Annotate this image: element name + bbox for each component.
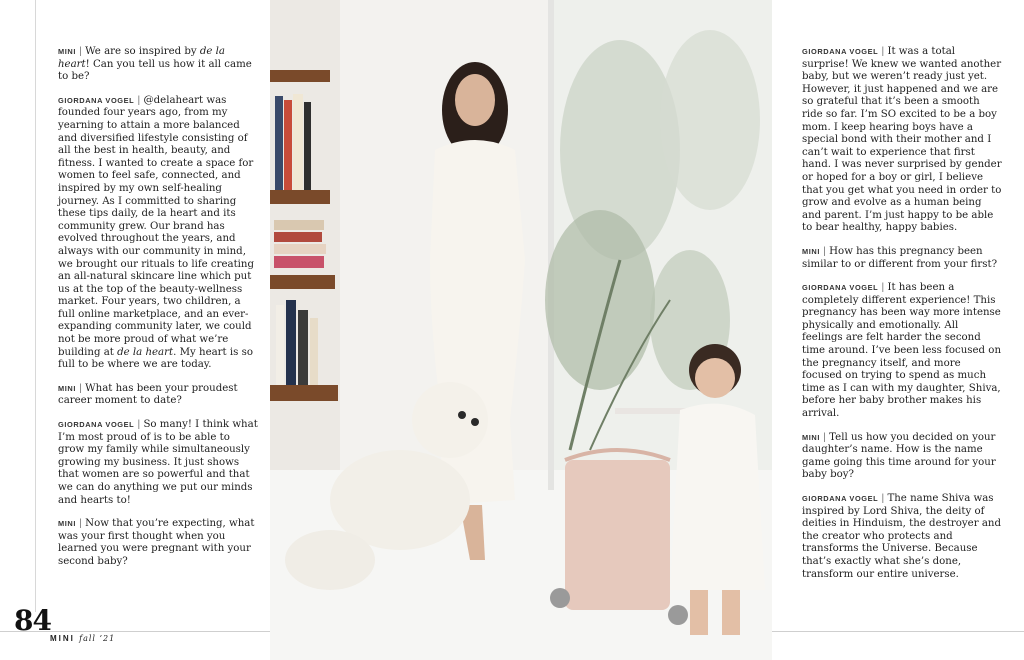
speaker-label: MINI [58,47,77,56]
speaker-label: GIORDANA VOGEL [802,283,879,293]
folio [50,634,115,643]
left-text-column [58,46,258,580]
answer-paragraph: GIORDANA VOGEL | @delaheart was founded four years ago, from my yearning to attain a more balanced and diversified lifestyle consisting of all the best in health, beauty, and fitness. I wanted to create a space for women to feel safe, connected, and inspired by my own self-healing journey. As I committed to sharing these tips daily, de la heart and its community grew. Our brand has evolved throughout the years, and always with our community in mind, we brought our rituals to life creating an all-natural skincare line which put us at the top of the beauty-wellness market. Four years, two children, a full online marketplace, and an ever-expanding community later, we could not be more proud of what we’re building at de la heart. My heart is so full to be where we are today. [58,94,255,371]
speaker-label: GIORDANA VOGEL [58,420,135,430]
answer-paragraph: GIORDANA VOGEL | It was a total surprise! We knew we wanted another baby, but we weren’t ready just yet. However, it just happened and we are so grateful that it’s been a smooth ride so far. I’m SO excited to be a boy mom. I keep hearing boys have a special bond with their mother and I can’t wait to experience that first hand. I was never surprised by gender or hoped for a boy or girl, I believe that you get what you need in order to grow and evolve as a human being and parent. I’m just happy to be able to bear healthy, happy babies. [802,46,1002,234]
magazine-brand: MINI [50,634,75,643]
margin-rule [35,0,36,612]
question-paragraph: MINI | Tell us how you decided on your daughter’s name. How is the name game going this time around for your baby boy? [802,431,996,481]
question-paragraph: MINI | What has been your proudest career moment to date? [58,382,238,407]
speaker-label: GIORDANA VOGEL [58,95,135,105]
answer-paragraph: GIORDANA VOGEL | The name Shiva was inspired by Lord Shiva, the deity of deities in Hinduism, the destroyer and the creator who protects and transforms the Universe. Because that’s exactly what she’s done, transform our entire universe. [802,493,1001,580]
question-paragraph: MINI | Now that you’re expecting, what was your first thought when you learned you were pregnant with your second baby? [58,518,255,567]
speaker-label: MINI [802,246,821,256]
feature-photo [270,0,772,660]
answer-paragraph: GIORDANA VOGEL | It has been a completely different experience! This pregnancy has been way more intense physically and emotionally. All feelings are felt harder the second time around. I’ve been less focused on the pregnancy itself, and more focused on trying to spend as much time as I can with my daughter, Shiva, before her baby brother makes his arrival. [802,282,1002,420]
speaker-label: MINI [58,519,77,529]
page-number: 84 [14,604,51,637]
answer-paragraph: GIORDANA VOGEL | So many! I think what I’m most proud of is to be able to grow my family while simultaneously growing my business. It just shows that women are so powerful and that we can do anything we put our minds and hearts to! [58,419,258,506]
right-text-column [802,46,1002,592]
speaker-label: MINI [802,432,821,442]
question-paragraph: MINI | We are so inspired by de la heart! Can you tell us how it all came to be? [58,46,252,83]
question-paragraph: MINI | How has this pregnancy been similar to or different from your first? [802,245,998,270]
speaker-label: MINI [58,383,77,393]
footer-rule [772,631,1024,632]
speaker-label: GIORDANA VOGEL [802,494,879,503]
speaker-label: GIORDANA VOGEL [802,47,879,56]
issue-label: fall ’21 [79,634,116,643]
